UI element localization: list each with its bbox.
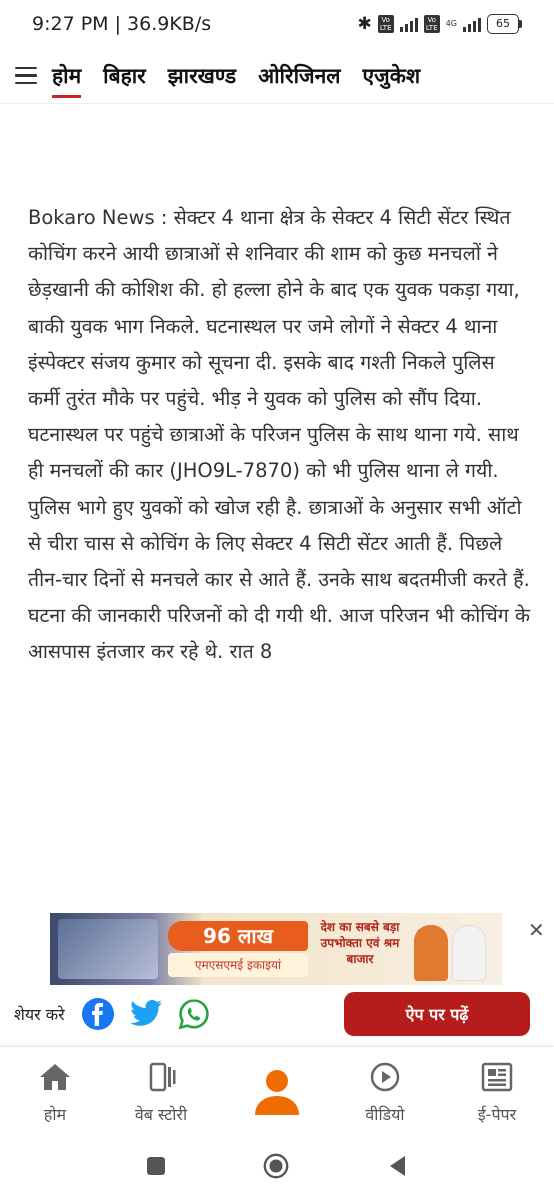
ad-banner[interactable]: [50, 913, 502, 985]
network-label: 4G: [445, 19, 457, 28]
bottom-nav-video[interactable]: [330, 1047, 440, 1133]
top-nav: [0, 48, 554, 104]
share-bar: [0, 988, 554, 1040]
nav-item-education[interactable]: एजुकेश: [362, 63, 421, 88]
menu-icon[interactable]: [0, 48, 52, 104]
nav-item-home[interactable]: होम: [52, 48, 81, 104]
battery-icon: [487, 14, 522, 34]
article-body: Bokaro News : सेक्टर 4 थाना क्षेत्र के सेक्टर 4 सिटी सेंटर स्थित कोचिंग करने आयी छात्राओं से शनिवार की शाम को कुछ मनचलों ने छेड़खानी की कोशिश की. हो हल्ला होने के बाद एक युवक पकड़ा गया, बाकी युवक भाग निकले. घटनास्थल पर जमे लोगों ने सेक्टर 4 थाना इंस्पेक्टर संजय कुमार को सूचना दी. इसके बाद गश्ती निकले पुलिस कर्मी तुरंत मौके पर पहुंचे. भीड़ ने युवक को पुलिस को सौंप दिया. घटनास्थल पर पहुंचे छात्राओं के परिजन पुलिस के साथ थाना गये. साथ ही मनचलों की कार (JHO9L-7870) को भी पुलिस थाना ले गयी. पुलिस भागे हुए युवकों को खोज रही है. छात्राओं के अनुसार सभी ऑटो से चीरा चास से कोचिंग के लिए सेक्टर 4 सिटी सेंटर आती हैं. पिछले तीन-चार दिनों से मनचले कार से आते हैं. उनके साथ बदतमीजी करते हैं. घटना की जानकारी परिजनों को दी गयी थी. आज परिजन भी कोचिंग के आसपास इंतजार कर रहे थे. रात 8: [28, 206, 530, 664]
status-icons: [357, 14, 522, 34]
bottom-nav-web-story[interactable]: [106, 1047, 216, 1133]
system-nav-bar: [0, 1132, 554, 1200]
ad-badge-sub: एमएसएमई इकाइयां: [168, 953, 308, 977]
nav-item-jharkhand[interactable]: झारखण्ड: [167, 63, 237, 88]
share-label: शेयर करे: [14, 1005, 65, 1024]
bottom-nav-epaper[interactable]: [442, 1047, 552, 1133]
bottom-nav-label: वीडियो: [365, 1105, 405, 1124]
battery-level: 65: [487, 14, 519, 34]
epaper-icon: [481, 1059, 513, 1095]
bluetooth-icon: ✱: [357, 14, 372, 34]
signal-icon-2: [463, 16, 481, 32]
back-icon[interactable]: [384, 1152, 412, 1180]
ad-persons-image: [410, 917, 494, 981]
open-in-app-button[interactable]: ऐप पर पढ़ें: [344, 992, 530, 1036]
nav-items: [52, 48, 420, 104]
bottom-nav: [0, 1046, 554, 1132]
ad-image: [58, 919, 158, 979]
status-bar: [0, 0, 554, 48]
home-icon: [38, 1059, 72, 1095]
bottom-nav-label: ई-पेपर: [477, 1105, 517, 1124]
status-time: 9:27 PM | 36.9KB/s: [32, 13, 212, 35]
twitter-icon[interactable]: [129, 997, 163, 1031]
ad-badge: 96 लाख: [168, 921, 308, 951]
web-story-icon: [145, 1059, 177, 1095]
profile-icon[interactable]: [250, 1065, 304, 1119]
ad-close-icon[interactable]: ✕: [528, 918, 545, 942]
video-icon: [369, 1059, 401, 1095]
bottom-nav-label: होम: [43, 1105, 67, 1124]
network-4g-icon: [446, 20, 457, 28]
facebook-icon[interactable]: [81, 997, 115, 1031]
volte-icon: Vo LTE: [378, 15, 394, 33]
bottom-nav-label: वेब स्टोरी: [134, 1105, 188, 1124]
recents-icon[interactable]: [142, 1152, 170, 1180]
bottom-nav-home[interactable]: [0, 1047, 110, 1133]
ad-headline: देश का सबसे बड़ा उपभोक्ता एवं श्रम बाजार: [320, 920, 400, 966]
nav-item-bihar[interactable]: बिहार: [103, 63, 146, 88]
volte-icon-2: Vo LTE: [424, 15, 440, 33]
home-button-icon[interactable]: [262, 1152, 290, 1180]
nav-item-original[interactable]: ओरिजिनल: [258, 63, 341, 88]
whatsapp-icon[interactable]: [177, 997, 211, 1031]
signal-icon: [400, 16, 418, 32]
